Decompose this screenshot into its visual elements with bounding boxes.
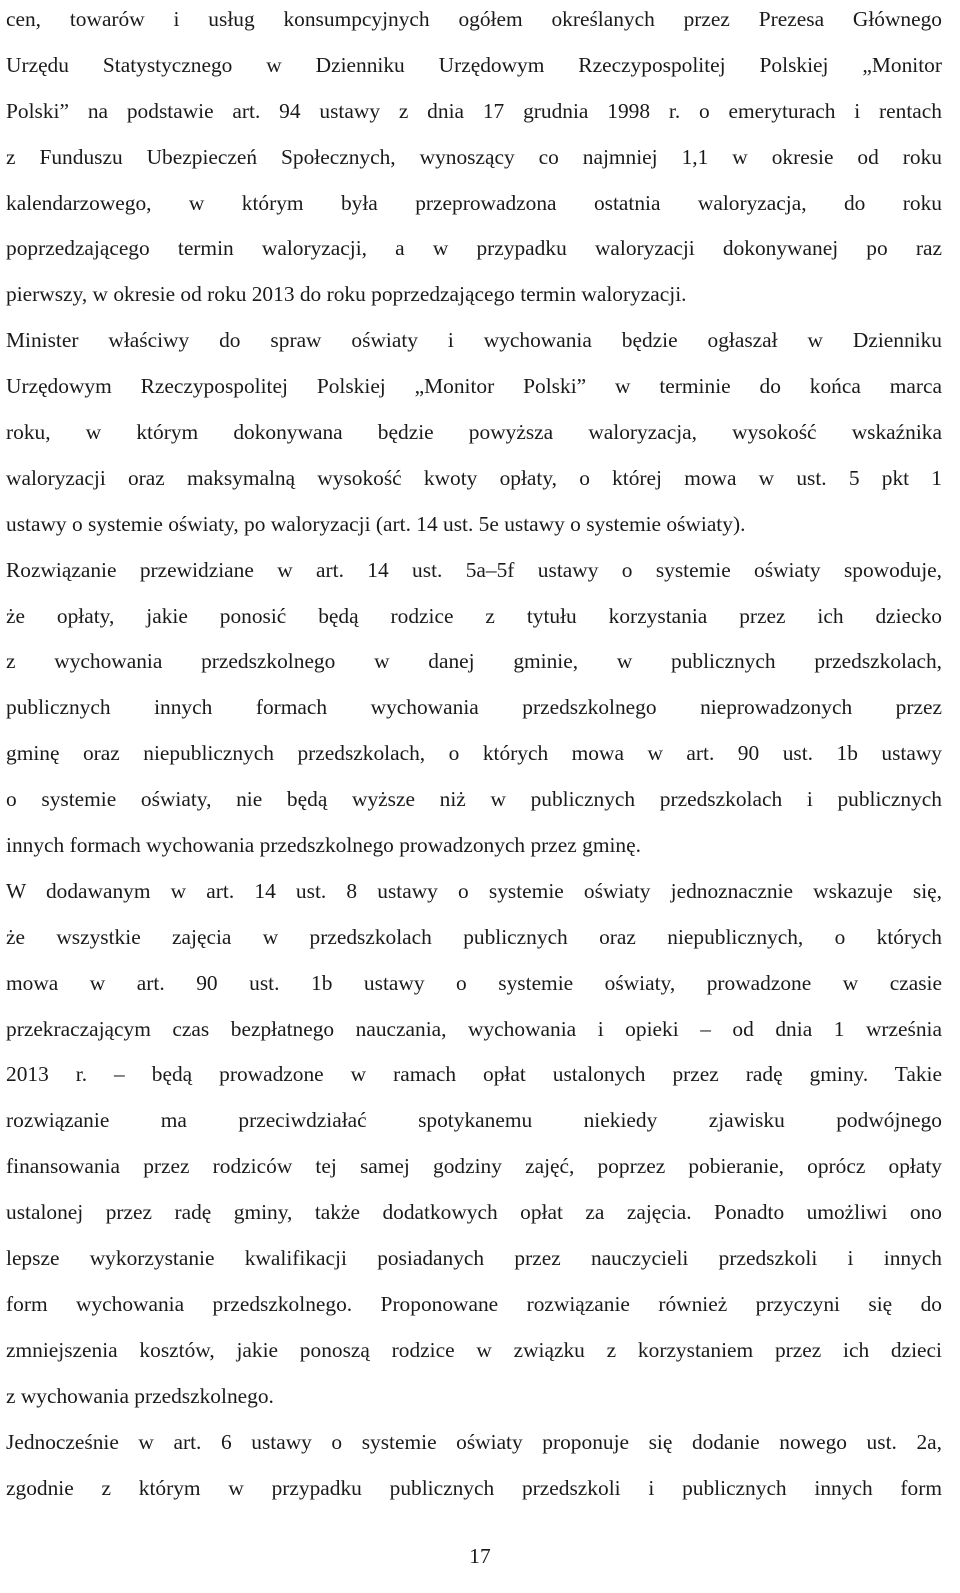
text-line: ustawy o systemie oświaty, po waloryzacji (art. 14 ust. 5e ustawy o systemie oświaty). <box>6 511 746 536</box>
text-line: finansowania przez rodziców tej samej godziny zajęć, poprzez pobieranie, oprócz opłaty <box>6 1154 942 1179</box>
text-line: zmniejszenia kosztów, jakie ponoszą rodzice w związku z korzystaniem przez ich dzieci <box>6 1337 942 1362</box>
text-line: ustalonej przez radę gminy, także dodatkowych opłat za zajęcia. Ponadto umożliwi ono <box>6 1200 942 1225</box>
text-line: z wychowania przedszkolnego w danej gminie, w publicznych przedszkolach, <box>6 649 942 674</box>
text-line: Jednocześnie w art. 6 ustawy o systemie oświaty proponuje się dodanie nowego ust. 2a, <box>6 1429 942 1454</box>
text-line: Rozwiązanie przewidziane w art. 14 ust. 5a–5f ustawy o systemie oświaty spowoduje, <box>6 557 942 582</box>
text-line: cen, towarów i usług konsumpcyjnych ogółem określanych przez Prezesa Głównego <box>6 7 942 31</box>
text-line: waloryzacji oraz maksymalną wysokość kwoty opłaty, o której mowa w ust. 5 pkt 1 <box>6 465 942 490</box>
text-line: publicznych innych formach wychowania przedszkolnego nieprowadzonych przez <box>6 695 942 720</box>
text-line: przekraczającym czas bezpłatnego nauczania, wychowania i opieki – od dnia 1 września <box>6 1016 942 1041</box>
paragraph <box>6 869 942 1420</box>
text-line: poprzedzającego termin waloryzacji, a w przypadku waloryzacji dokonywanej po raz <box>6 236 942 261</box>
text-line: form wychowania przedszkolnego. Proponowane rozwiązanie również przyczyni się do <box>6 1291 942 1316</box>
body-text <box>6 0 942 1511</box>
text-line: Urzędu Statystycznego w Dzienniku Urzędowym Rzeczypospolitej Polskiej „Monitor <box>6 52 942 77</box>
paragraph <box>6 1420 942 1512</box>
paragraph <box>6 0 942 318</box>
text-line: z Funduszu Ubezpieczeń Społecznych, wynoszący co najmniej 1,1 w okresie od roku <box>6 144 942 169</box>
text-line: pierwszy, w okresie od roku 2013 do roku poprzedzającego termin waloryzacji. <box>6 282 687 307</box>
text-line: że wszystkie zajęcia w przedszkolach publicznych oraz niepublicznych, o których <box>6 924 942 949</box>
paragraph <box>6 318 942 547</box>
paragraph <box>6 548 942 869</box>
text-line: W dodawanym w art. 14 ust. 8 ustawy o systemie oświaty jednoznacznie wskazuje się, <box>6 878 942 903</box>
page-number: 17 <box>469 1544 491 1568</box>
text-line: Urzędowym Rzeczypospolitej Polskiej „Monitor Polski” w terminie do końca marca <box>6 374 942 399</box>
text-line: roku, w którym dokonywana będzie powyższa waloryzacja, wysokość wskaźnika <box>6 420 942 445</box>
text-line: że opłaty, jakie ponosić będą rodzice z tytułu korzystania przez ich dziecko <box>6 603 942 628</box>
text-line: innych formach wychowania przedszkolnego prowadzonych przez gminę. <box>6 833 641 858</box>
text-line: Polski” na podstawie art. 94 ustawy z dnia 17 grudnia 1998 r. o emeryturach i rentach <box>6 98 942 123</box>
text-line: z wychowania przedszkolnego. <box>6 1383 274 1408</box>
text-line: o systemie oświaty, nie będą wyższe niż w publicznych przedszkolach i publicznych <box>6 787 942 812</box>
text-line: Minister właściwy do spraw oświaty i wychowania będzie ogłaszał w Dzienniku <box>6 328 942 353</box>
text-line: zgodnie z którym w przypadku publicznych przedszkoli i publicznych innych form <box>6 1475 942 1500</box>
text-line: mowa w art. 90 ust. 1b ustawy o systemie oświaty, prowadzone w czasie <box>6 970 942 995</box>
text-line: kalendarzowego, w którym była przeprowadzona ostatnia waloryzacja, do roku <box>6 190 942 215</box>
text-line: lepsze wykorzystanie kwalifikacji posiadanych przez nauczycieli przedszkoli i innych <box>6 1246 942 1271</box>
text-line: gminę oraz niepublicznych przedszkolach, o których mowa w art. 90 ust. 1b ustawy <box>6 741 942 766</box>
text-line: rozwiązanie ma przeciwdziałać spotykanemu niekiedy zjawisku podwójnego <box>6 1108 942 1133</box>
text-line: 2013 r. – będą prowadzone w ramach opłat ustalonych przez radę gminy. Takie <box>6 1062 942 1087</box>
